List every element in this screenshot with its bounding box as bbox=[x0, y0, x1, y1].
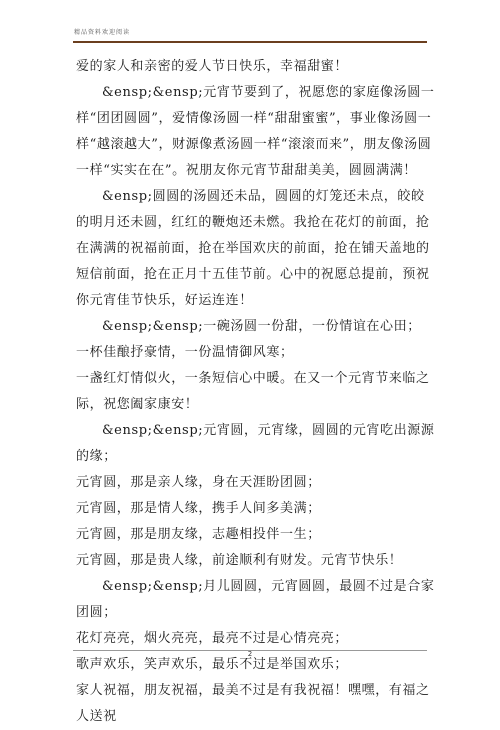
paragraph: &ensp;&ensp;元宵节要到了，祝愿您的家庭像汤圆一样“团团圆圆”，爱情像汤圆一样“甜甜蜜蜜”，事业像汤圆一样“越滚越大”，财源像煮汤圆一样“滚滚而来”，朋友像汤圆一样“实实在在”。祝朋友你元宵节甜甜美美，圆圆满满！ bbox=[76, 85, 435, 178]
paragraph: 元宵圆，那是情人缘，携手人间多美满； bbox=[76, 501, 321, 516]
paragraph: &ensp;&ensp;元宵圆，元宵缘，圆圆的元宵吃出源源的缘； bbox=[76, 423, 435, 464]
paragraph: &ensp;圆圆的汤圆还未品，圆圆的灯笼还未点，皎皎的明月还未圆，红红的鞭炮还未燃。我抢在花灯的前面，抢在满满的祝福前面，抢在举国欢庆的前面，抢在铺天盖地的短信前面，抢在正月十五佳节前。心中的祝愿总提前，预祝你元宵佳节快乐，好运连连！ bbox=[76, 189, 430, 308]
page-number: 2 bbox=[247, 650, 253, 658]
paragraph: 花灯亮亮，烟火亮亮，最亮不过是心情亮亮； bbox=[76, 631, 349, 646]
paragraph: 元宵圆，那是贵人缘，前途顺利有财发。元宵节快乐！ bbox=[76, 553, 403, 568]
paragraph: 元宵圆，那是亲人缘，身在天涯盼团圆； bbox=[76, 475, 321, 490]
paragraph: 一盏红灯情似火，一条短信心中暖。在又一个元宵节来临之际，祝您阖家康安！ bbox=[76, 371, 430, 412]
paragraph: 家人祝福，朋友祝福，最美不过是有我祝福！嘿嘿，有福之人送祝 bbox=[76, 683, 430, 724]
header-rule bbox=[73, 41, 427, 43]
paragraph: 元宵圆，那是朋友缘，志趣相投伴一生； bbox=[76, 527, 321, 542]
page-header-text: 精品资料欢迎阅读 bbox=[74, 29, 131, 36]
document-body bbox=[76, 54, 438, 730]
paragraph: &ensp;&ensp;一碗汤圆一份甜，一份情谊在心田； bbox=[102, 319, 421, 334]
paragraph: 爱的家人和亲密的爱人节日快乐，幸福甜蜜！ bbox=[76, 59, 349, 74]
paragraph: &ensp;&ensp;月儿圆圆，元宵圆圆，最圆不过是合家团圆； bbox=[76, 579, 435, 620]
paragraph: 歌声欢乐，笑声欢乐，最乐不过是举国欢乐； bbox=[76, 657, 349, 672]
paragraph: 一杯佳酿抒豪情，一份温情御风寒； bbox=[76, 345, 294, 360]
